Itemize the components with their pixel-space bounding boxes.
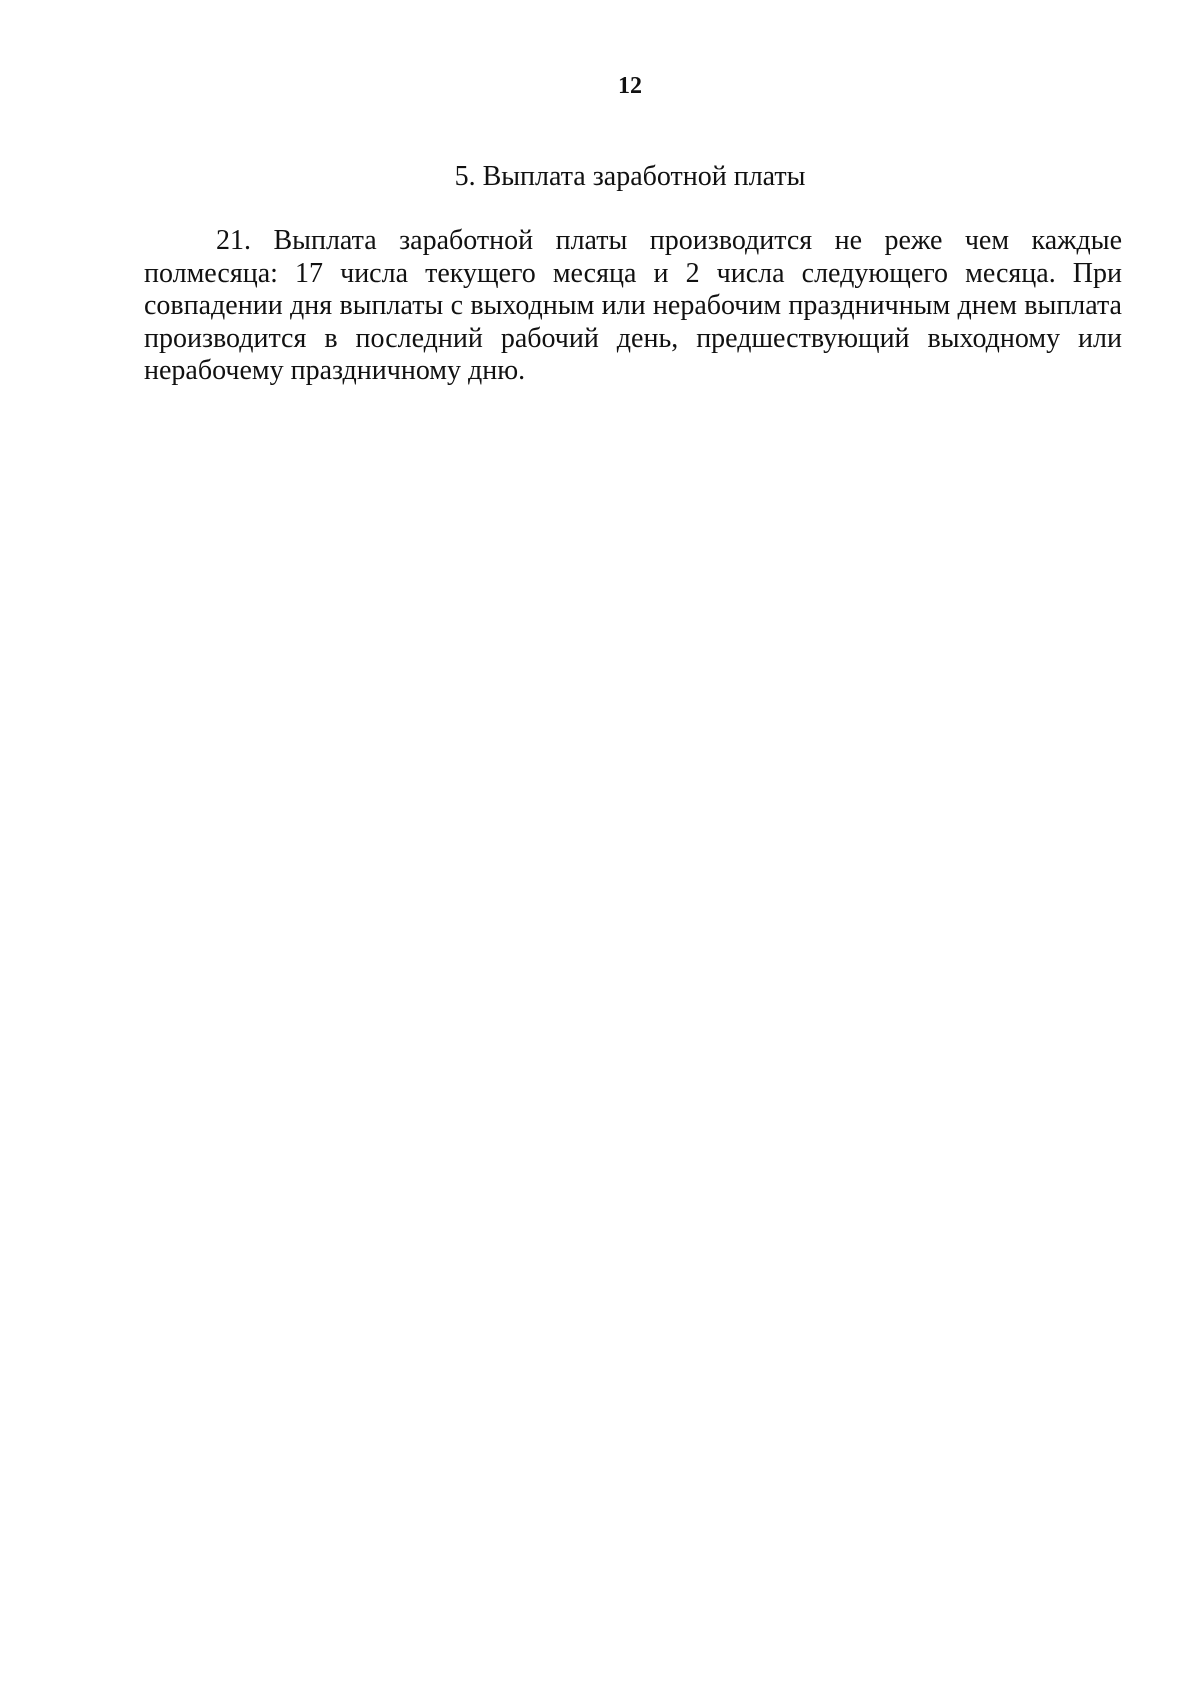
section-title: 5. Выплата заработной платы: [454, 161, 806, 192]
page-number: 12: [618, 73, 642, 99]
paragraph-21: 21. Выплата заработной платы производится не реже чем каждые полмесяца: 17 числа текущего месяца и 2 числа следующего месяца. При совпадении дня выплаты с выходным или нерабочим праздничным днем выплата производится в последний рабочий день, предшествующий выходному или нерабочему праздничному дню.: [144, 225, 1122, 386]
